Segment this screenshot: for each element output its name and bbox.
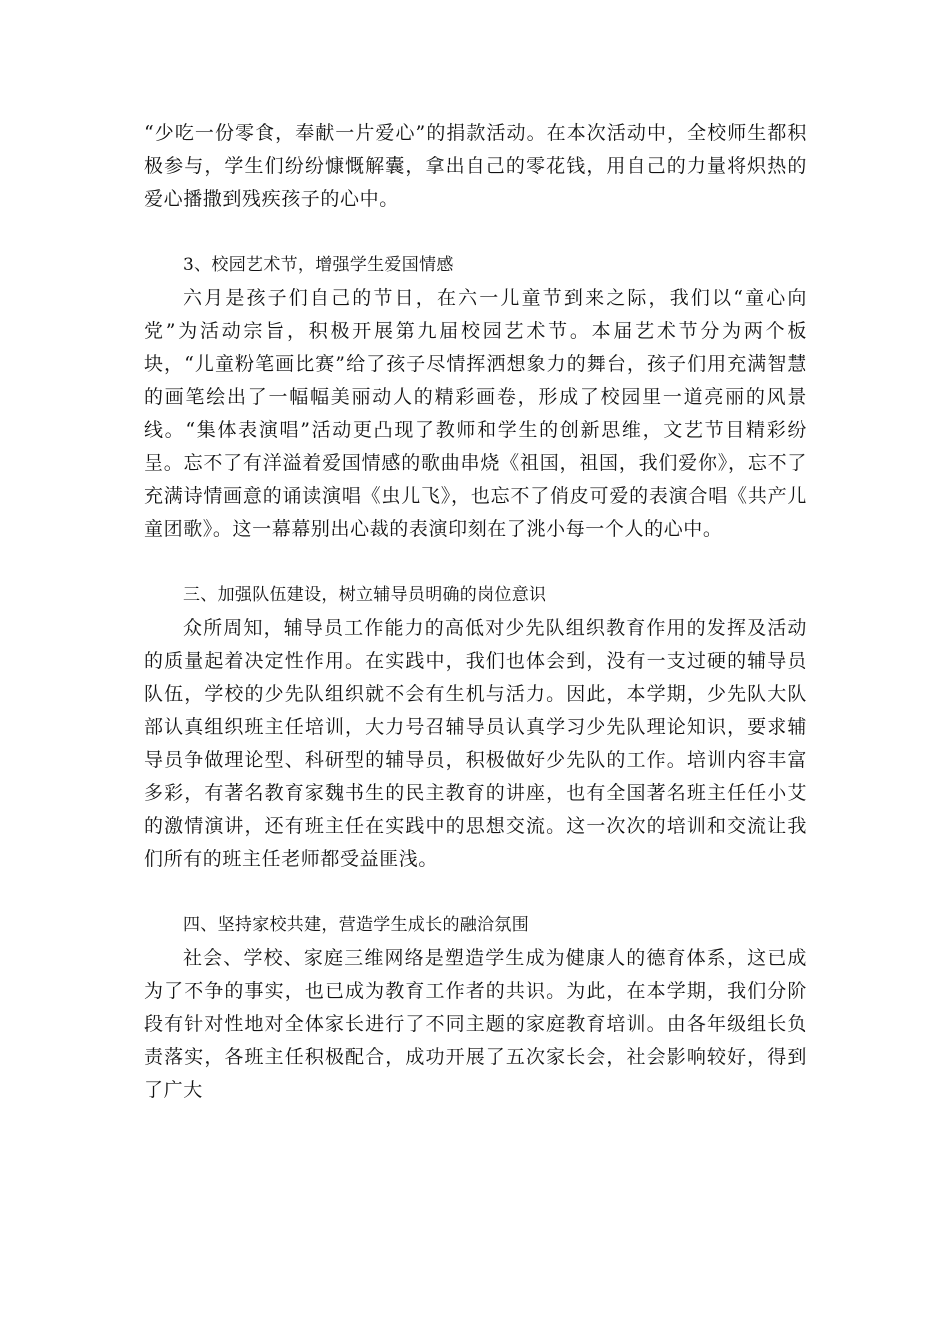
document-page [144, 117, 807, 1107]
heading-art-festival: 3、校园艺术节，增强学生爱国情感 [183, 255, 454, 275]
heading-team-building: 三、加强队伍建设，树立辅导员明确的岗位意识 [183, 585, 547, 605]
paragraph-donation-activity: “少吃一份零食，奉献一片爱心”的捐款活动。在本次活动中，全校师生都积极参与，学生们纷纷慷慨解囊，拿出自己的零花钱，用自己的力量将炽热的爱心播撒到残疾孩子的心中。 [144, 122, 807, 210]
paragraph-gap [144, 876, 807, 909]
paragraph-gap [144, 546, 807, 579]
paragraph-team-building: 众所周知，辅导员工作能力的高低对少先队组织教育作用的发挥及活动的质量起着决定性作用。在实践中，我们也体会到，没有一支过硬的辅导员队伍，学校的少先队组织就不会有生机与活力。因此，本学期，少先队大队部认真组织班主任培训，大力号召辅导员认真学习少先队理论知识，要求辅导员争做理论型、科研型的辅导员，积极做好少先队的工作。培训内容丰富多彩，有著名教育家魏书生的民主教育的讲座，也有全国著名班主任任小艾的激情演讲，还有班主任在实践中的思想交流。这一次次的培训和交流让我们所有的班主任老师都受益匪浅。 [144, 617, 807, 870]
paragraph-gap [144, 216, 807, 249]
paragraph-home-school: 社会、学校、家庭三维网络是塑造学生成为健康人的德育体系，这已成为了不争的事实，也已成为教育工作者的共识。为此，在本学期，我们分阶段有针对性地对全体家长进行了不同主题的家庭教育培训。由各年级组长负责落实，各班主任积极配合，成功开展了五次家长会，社会影响较好，得到了广大 [144, 947, 807, 1101]
paragraph-art-festival: 六月是孩子们自己的节日，在六一儿童节到来之际，我们以“童心向党”为活动宗旨，积极开展第九届校园艺术节。本届艺术节分为两个板块，“儿童粉笔画比赛”给了孩子尽情挥洒想象力的舞台，孩子们用充满智慧的画笔绘出了一幅幅美丽动人的精彩画卷，形成了校园里一道亮丽的风景线。“集体表演唱”活动更凸现了教师和学生的创新思维，文艺节目精彩纷呈。忘不了有洋溢着爱国情感的歌曲串烧《祖国，祖国，我们爱你》，忘不了充满诗情画意的诵读演唱《虫儿飞》，也忘不了俏皮可爱的表演合唱《共产儿童团歌》。这一幕幕别出心裁的表演印刻在了洮小每一个人的心中。 [144, 287, 807, 540]
heading-home-school: 四、坚持家校共建，营造学生成长的融洽氛围 [183, 915, 529, 935]
